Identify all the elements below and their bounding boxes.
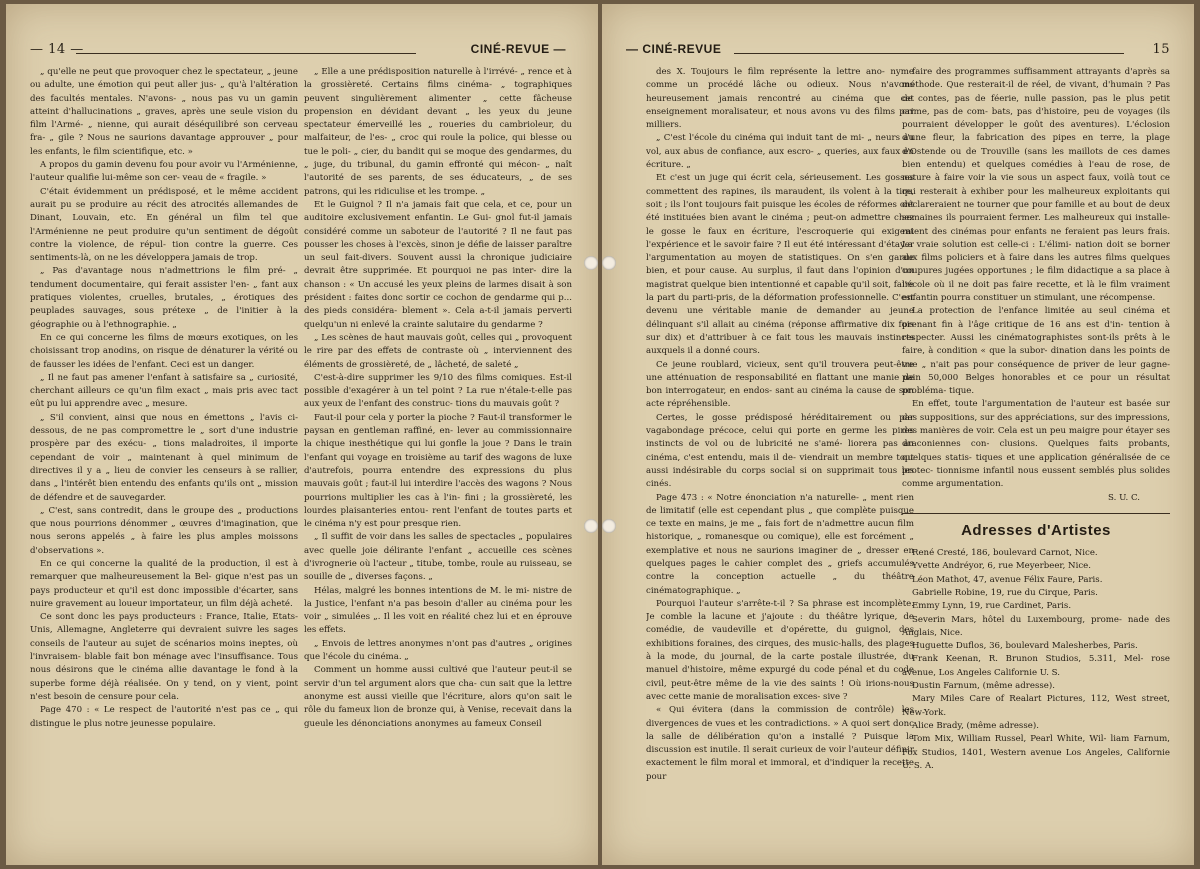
- paragraph: Et c'est un juge qui écrit cela, sérieusement. Les gosses commettent des rapines, ils maraudent, ils volent à la tire, soit ; ils l'ont toujours fait puisque les écoles de réformes ont été instituées bien avant le cinéma ; peut-on admettre chez le gosse le faux en écriture, l'escroquerie qui exigent l'expérience et le savoir faire ? Il eut été intéressant d'étayer l'argumentation au moyen de statistiques. On s'en garde bien, et pour cause. Au surplus, il faut dans l'opinion d'un magistrat quelque bien intentionné et capable qu'il soit, faire la part du parti-pris, de la déformation professionnelle. C'est devenu une véritable manie de demander au jeune délinquant s'il allait au cinéma (réponse affirmative dix fois sur dix) et d'attribuer à ce fait tous les mauvais instincts auxquels il a donné cours.: [646, 173, 914, 357]
- address-entry: Tom Mix, William Russel, Pearl White, Wil- liam Farnum, Fox Studios, 1401, Western avenue Los Angeles, Californie U. S. A.: [902, 734, 1170, 771]
- address-entry: Yvette Andréyor, 6, rue Meyerbeer, Nice.: [912, 561, 1091, 572]
- paragraph: „ qu'elle ne peut que provoquer chez le spectateur, „ jeune ou adulte, une émotion qui peut aller jus- „ qu'à l'altération des facultés mentales. N'avons- „ nous pas vu un gamin atteint d'hallucinations „ graves, après une seule vision du film l'Armé- „ nienne, qui aurait déséquilibré son cerveau fra- „ gile ? Nous ne saurions davantage approuver „ pour les enfants, le film scientifique, etc. »: [30, 67, 298, 157]
- punch-hole: [602, 519, 616, 533]
- signature: S. U. C.: [1108, 492, 1140, 503]
- left-running-title: CINÉ-REVUE —: [470, 42, 566, 56]
- paragraph: „ Envois de lettres anonymes n'ont pas d'autres „ origines que l'école du cinéma. „: [304, 638, 572, 663]
- address-entry: René Cresté, 186, boulevard Carnot, Nice.: [912, 548, 1098, 559]
- left-page-number: — 14 —: [30, 42, 84, 57]
- paragraph: „ C'est, sans contredit, dans le groupe des „ productions que nous pourrions dénommer „ œuvres d'imagination, que nous serons appelés „ à faire les plus amples moissons d'observations ».: [30, 505, 298, 556]
- paragraph: Certes, le gosse prédisposé héréditairement ou par vagabondage précoce, celui qui porte en germe les pires instincts de vol ou de lubricité ne s'amé- liorera pas au cinéma, c'est entendu, mais il de- viendrait un membre tout aussi indésirable du corps social si on supprimait tous les cinés.: [646, 412, 914, 490]
- paragraph: « Qui évitera (dans la commission de contrôle) les divergences de vues et les contradictions. » A quoi sert donc la salle de délibération qu'on a installé ? Puisque la discussion est inutile. Il serait curieux de voir l'auteur définir exactement le film moral et immoral, et d'indiquer la recette pour: [646, 705, 914, 782]
- paragraph: des X. Toujours le film représente la lettre ano- nyme comme un procédé lâche ou odieux. Nous n'avons heureusement jamais rencontré au cinéma que cet enseignement moralisateur, et nous avons vu des films par milliers.: [646, 67, 914, 131]
- right-column-2-text: [902, 66, 1170, 505]
- paragraph: En ce qui concerne les films de mœurs exotiques, on les choisissant trop anodins, on risque de dénaturer la vérité ou de fausser les idées de l'enfant. Ceci est un danger.: [30, 332, 298, 370]
- paragraph: La protection de l'enfance limitée au seul cinéma et prenant fin à l'âge critique de 16 ans est d'in- tention à respecter. Aussi les cinématographistes sont-ils prêts à le faire, à condition « que la subor- dination dans les points de vue „ n'ait pas pour conséquence de priver de leur gagne-pain 50,000 Belges honorables et ce pour un résultat probléma- tique.: [902, 306, 1170, 397]
- addresses-heading: Adresses d'Artistes: [961, 521, 1111, 539]
- address-entry: Alice Brady, (même adresse).: [912, 720, 1039, 731]
- address-entry: Gabrielle Robine, 19, rue du Cirque, Paris.: [912, 587, 1098, 598]
- paragraph: En effet, toute l'argumentation de l'auteur est basée sur des suppositions, sur des appréciations, sur des impressions, des manières de voir. Cela est un peu maigre pour étayer ses draconiennes con- clusions. Quelques faits probants, quelques statis- tiques et une application généralisée de ce protec- tionnisme infantil nous eussent semblés plus solides comme argumentation.: [902, 399, 1170, 490]
- punch-hole: [602, 256, 616, 270]
- addresses-list: [902, 547, 1170, 773]
- left-page-header: [30, 42, 578, 62]
- punch-hole: [584, 256, 598, 270]
- address-entry: Dustin Farnum, (même adresse).: [912, 681, 1055, 692]
- paragraph: „ Il suffit de voir dans les salles de spectacles „ populaires avec quelle joie délirante l'enfant „ accueille ces scènes d'ivrognerie où l'acteur „ titube, tombe, roule au ruisseau, se souille de „ diverses façons. „: [304, 532, 572, 583]
- right-page: [602, 4, 1194, 865]
- left-column-2: [304, 66, 572, 856]
- address-entry: Frank Keenan, R. Brunon Studios, 5.311, Mel- rose avenue, Los Angeles Californie U. S.: [902, 654, 1170, 678]
- paragraph: Pourquoi l'auteur s'arrête-t-il ? Sa phrase est incomplète. Je comble la lacune et j'ajoute : du théâtre lyrique, de comédie, de vaudeville et d'opérette, du guignol, des exhibitions foraines, des cirques, des music-halls, des plages à la mode, du journal, de la carte postale illustrée, du manuel d'histoire, même expurgé du code pénal et du code civil, peut-être même de la vie des saints ! Où irions-nous avec cette manie de moralisation exces- sive ?: [646, 598, 914, 702]
- left-column-1: [30, 66, 298, 856]
- header-rule: [76, 53, 416, 54]
- paragraph: „ Il ne faut pas amener l'enfant à satisfaire sa „ curiosité, cherchant ailleurs ce qu'un film exact „ mais pris avec tact eût pu lui apprendre avec „ mesure.: [30, 372, 298, 410]
- address-entry: Léon Mathot, 47, avenue Félix Faure, Paris.: [912, 574, 1103, 585]
- address-entry: Severin Mars, hôtel du Luxembourg, prome- nade des Anglais, Nice.: [902, 614, 1170, 638]
- right-column-1: [646, 66, 914, 856]
- address-entry: Mary Miles Care of Realart Pictures, 112, West street, New-York.: [902, 694, 1170, 718]
- paragraph: En ce qui concerne la qualité de la production, il est à remarquer que malheureusement la Bel- gique n'est pas un pays producteur et qu'il est donc impossible d'écarter, sans nuire gravement au loueur importateur, un film déjà acheté.: [30, 558, 298, 609]
- paragraph: C'était évidemment un prédisposé, et le même accident aurait pu se produire au récit des atrocités allemandes de Dinant, Louvain, etc. En général un film tel que l'Arménienne ne peut produire qu'un sentiment de dégoût contre la violence, de répul- tion contre la guerre. Ces sentiments-là, on ne les développera jamais de trop.: [30, 186, 298, 264]
- punch-hole: [584, 519, 598, 533]
- paragraph: Ce jeune roublard, vicieux, sent qu'il trouvera peut-être une atténuation de responsabilité en flattant une manie de bon interrogateur, en endos- sant au cinéma la cause de son acte répréhensible.: [646, 359, 914, 410]
- paragraph: „ Pas d'avantage nous n'admettrions le film pré- „ tendument documentaire, qui ferait assister l'en- „ fant aux pratiques violentes, cruelles, brutales, „ érotiques des peuplades sauvages, sous prétexe „ de l'initier à la géographie ou à l'ethnographie. „: [30, 266, 298, 330]
- address-entry: Huguette Duflos, 36, boulevard Malesherbes, Paris.: [912, 641, 1138, 652]
- paragraph: „ Elle a une prédisposition naturelle à l'irrévé- „ rence et à la grossièreté. Certains films cinéma- „ tographiques peuvent singulièrement alimenter „ cette fâcheuse propension en dévidant devant „ les yeux du jeune spectateur émerveillé les „ roueries du cambrioleur, du malfaiteur, de l'es- „ croc qui roule la police, qui blesse ou tue le poli- „ cier, du bandit qui se moque des gendarmes, du „ juge, du tribunal, du gamin effronté qui mécon- „ naît l'autorité de ses parents, de ses éducateurs, „ de ses patrons, qui les ridiculise et les trompe. „: [304, 67, 572, 197]
- paragraph: Faut-il pour cela y porter la pioche ? Faut-il transformer le paysan en gentleman raffiné, en- lever au commissionnaire la chique inesthétique qui lui gonfle la joue ? Dans le train l'enfant qui voyage en troisième au tarif des wagons de luxe d'autrefois, pourra entendre des expressions du plus mauvais goût ; faut-il lui interdire l'accès des wagons ? Nous pourrions multiplier les cas à l'in- fini ; la grossièreté, les lourdes plaisanteries entou- rent l'enfant de toutes parts et le cinéma n'y est pour presque rien.: [304, 412, 572, 530]
- paragraph: faire des programmes suffisamment attrayants d'après sa méthode. Que resterait-il de réel, de vivant, d'humain ? Pas de contes, pas de féerie, nulle passion, pas le plus petit crime, pas de com- bats, pas d'histoire, peu de voyages (ils pourraient développer le goût des aventures). L'éclosion d'une fleur, la fabrication des pipes en terre, la plage d'Ostende ou de Trouville (sans les maillots de ces dames bien entendu) et quelques comédies à l'eau de rose, de nature à faire voir la vie sous un aspect faux, voilà tout ce qui resterait à exhiber pour les malheureux exploitants qui déclareraient ne tourner que pour famille et au bout de deux semaines ils pourraient fermer. Les malheureux qui installe- raient des cinémas pour enfants ne feraient pas leurs frais. La vraie solution est celle-ci : L'élimi- nation doit se borner aux films policiers et à faire dans les autres films quelques coupures jugées opportunes ; le film didactique a sa place à l'école où il ne doit pas faire recette, et là le film vraiment enfantin pourra constituer un stimulant, une récompense.: [902, 67, 1170, 304]
- left-page: [6, 4, 598, 865]
- paragraph: Et le Guignol ? Il n'a jamais fait que cela, et ce, pour un auditoire exclusivement enfantin. Le Gui- gnol fut-il jamais considéré comme un saboteur de l'autorité ? Il ne faut pas pousser les choses à l'excès, sinon je défie de laisser paraître un seul fait-divers. Souvent aussi la chronique judiciaire devrait être supprimée. Et pourquoi ne pas inter- dire la chanson : « Un accusé les yeux pleins de larmes disait à son président : faites donc sortir ce cochon de gendarme qui p... des pieds considéra- blement ». Cela a-t-il jamais perverti quelqu'un ni enlevé la crainte salutaire du gendarme ?: [304, 199, 572, 330]
- header-rule: [734, 53, 1124, 54]
- paragraph: „ Les scènes de haut mauvais goût, celles qui „ provoquent le rire par des effets de contraste où „ interviennent des éléments de grossièreté, de „ lâcheté, de saleté „: [304, 332, 572, 370]
- artist-addresses-box: [902, 513, 1170, 773]
- address-entry: Emmy Lynn, 19, rue Cardinet, Paris.: [912, 601, 1072, 612]
- right-running-title: — CINÉ-REVUE: [626, 42, 722, 56]
- paragraph: Ce sont donc les pays producteurs : France, Italie, Etats-Unis, Allemagne, Angleterre qui devraient suivre les sages conseils de l'auteur au sujet de scénarios moins ineptes, où l'invraisem- blable fait bon ménage avec l'insuffisance. Tous nous désirons que le cinéma allie davantage le fond à la superbe forme déjà réalisée. On y tend, on y vient, point n'est besoin de censure pour cela.: [30, 612, 298, 702]
- paragraph: „ C'est l'école du cinéma qui induit tant de mi- „ neurs au vol, aux abus de confiance, aux escro- „ queries, aux faux en écriture. „: [646, 133, 914, 171]
- right-column-2: [902, 66, 1170, 856]
- paragraph: A propos du gamin devenu fou pour avoir vu l'Arménienne, l'auteur qualifie lui-même son cer- veau de « fragile. »: [30, 160, 298, 184]
- right-page-number: 15: [1152, 42, 1170, 57]
- paragraph: Hélas, malgré les bonnes intentions de M. le mi- nistre de la Justice, l'enfant n'a pas besoin d'aller au cinéma pour les voir „ simulées „. Il les voit en réalité chez lui et en éprouve les effets.: [304, 585, 572, 636]
- paragraph: Comment un homme aussi cultivé que l'auteur peut-il se servir d'un tel argument alors que cha- cun sait que la lettre anonyme est aussi vieille que l'écriture, alors qu'on sait le rôle du fameux lion de bronze qui, à Venise, recevait dans la gueule les dénonciations anonymes au fameux Conseil: [304, 665, 572, 729]
- right-page-header: [626, 42, 1174, 62]
- paragraph: „ S'il convient, ainsi que nous en émettons „ l'avis ci-dessous, de ne pas compromettre le „ sort d'une industrie prospère par des exécu- „ tions maladroites, il importe cependant de voir „ maintenant à quel minimum de directives il y a „ lieu de convier les censeurs à se rallier, dans „ l'intérêt bien entendu des enfants qu'ils ont „ mission de défendre et de sauvegarder.: [30, 412, 298, 503]
- paragraph: Page 470 : « Le respect de l'autorité n'est pas ce „ qui distingue le plus notre jeunesse populaire.: [30, 705, 298, 729]
- paragraph: C'est-à-dire supprimer les 9/10 des films comiques. Est-il possible d'exagérer à un tel point ? La rue n'étale-t-elle pas aux yeux de l'enfant des construc- tions du mauvais goût ?: [304, 372, 572, 410]
- paragraph: Page 473 : « Notre énonciation n'a naturelle- „ ment rien de limitatif (elle est cependant plus „ que complète puisque ce texte en mains, je me „ fais fort de n'admettre aucun film historique, „ romanesque ou comique), elle est forcément „ exemplative et nous ne saurions imaginer de „ dresser en quelques pages le cahier complet des „ griefs accumulés contre la conception actuelle „ du théâtre cinématographique. „: [646, 492, 914, 596]
